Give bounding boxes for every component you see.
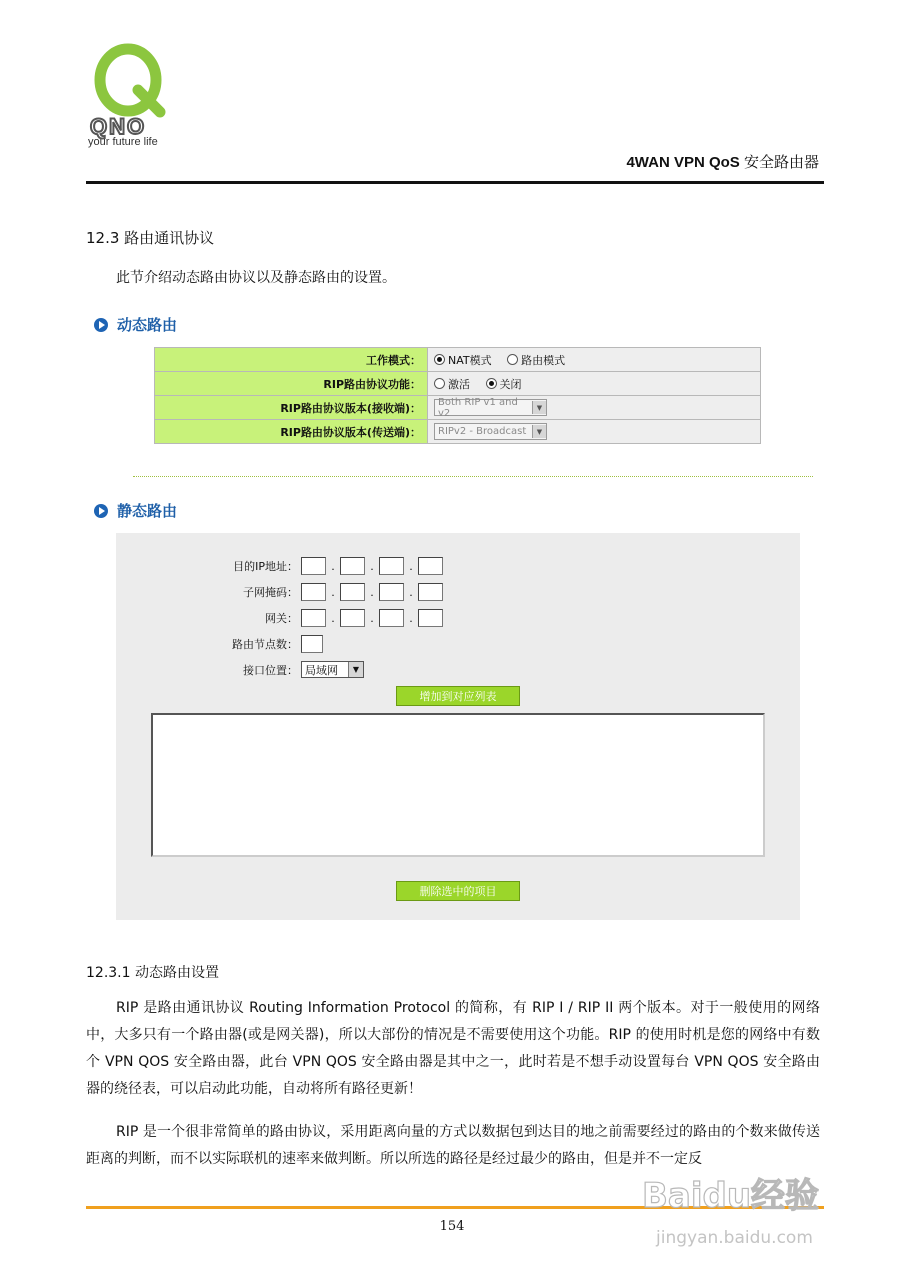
- interface-value: 局域网: [305, 663, 338, 677]
- chevron-down-icon[interactable]: ▼: [532, 425, 546, 438]
- ip-separator: .: [370, 559, 374, 573]
- dest-ip-octet-4[interactable]: [418, 557, 443, 575]
- nat-mode-option[interactable]: [434, 354, 495, 367]
- dest-ip-octet-3[interactable]: [379, 557, 404, 575]
- static-routing-title: 静态路由: [117, 502, 178, 520]
- ip-separator: .: [370, 585, 374, 599]
- interface-select[interactable]: [301, 661, 364, 678]
- work-mode-label: 工作模式：: [155, 348, 428, 372]
- section-divider: [133, 476, 813, 477]
- subnet-mask-row: [226, 583, 443, 601]
- product-title-cjk: 安全路由器: [743, 153, 819, 171]
- brand-text: QNO: [90, 114, 147, 139]
- subnet-mask-octet-2[interactable]: [340, 583, 365, 601]
- dynamic-routing-title: 动态路由: [117, 316, 178, 334]
- rip-disable-label: 关闭: [499, 377, 522, 391]
- logo-tagline: your future life: [88, 136, 158, 148]
- ip-separator: .: [409, 611, 413, 625]
- rip-receive-version-select[interactable]: [434, 396, 547, 419]
- add-to-list-button[interactable]: 增加到对应列表: [396, 686, 520, 706]
- nat-mode-label: NAT模式: [448, 353, 492, 367]
- ip-separator: .: [331, 611, 335, 625]
- ip-separator: .: [370, 611, 374, 625]
- section-intro: 此节介绍动态路由协议以及静态路由的设置。: [116, 270, 396, 286]
- dest-ip-row: [226, 557, 443, 575]
- gateway-octet-2[interactable]: [340, 609, 365, 627]
- rip-send-version-value: RIPv2 - Broadcast: [438, 426, 527, 437]
- rip-receive-version-value: Both RIP v1 and v2: [438, 396, 518, 419]
- rip-send-version-row: [155, 420, 761, 444]
- rip-receive-version-label: RIP路由协议版本(接收端)：: [155, 396, 428, 420]
- interface-label: 接口位置：: [243, 663, 298, 677]
- static-route-list[interactable]: [151, 713, 765, 857]
- radio-selected-icon[interactable]: [486, 378, 497, 389]
- work-mode-options: [428, 348, 761, 372]
- subnet-mask-octet-1[interactable]: [301, 583, 326, 601]
- static-routing-heading: [94, 500, 177, 521]
- subnet-mask-label: 子网掩码：: [243, 586, 298, 599]
- dest-ip-octet-2[interactable]: [340, 557, 365, 575]
- ip-separator: .: [331, 585, 335, 599]
- dest-ip-octet-1[interactable]: [301, 557, 326, 575]
- product-title: [626, 151, 819, 172]
- paragraph-1: RIP 是路由通讯协议 Routing Information Protocol 的简称，有 RIP I / RIP II 两个版本。对于一般使用的网络中，大多只有一个路由器(或是网关器)，所以大部份的情况是不需要使用这个功能。RIP 的使用时机是您的网络中有数个 VPN QOS 安全路由器，此台 VPN QOS 安全路由器是其中之一，此时若是不想手动设置每台 VPN QOS 安全路由器的绕径表，可以启动此功能，自动将所有路径更新！: [86, 1000, 820, 1097]
- static-routing-panel: [116, 533, 800, 920]
- rip-function-label: RIP路由协议功能：: [155, 372, 428, 396]
- dest-ip-label: 目的IP地址：: [233, 560, 298, 573]
- watermark-brand: Baidu经验: [642, 1176, 820, 1216]
- watermark-url: jingyan.baidu.com: [656, 1228, 813, 1248]
- gateway-label: 网关：: [265, 612, 298, 625]
- header-divider: [86, 181, 824, 184]
- baidu-watermark: [638, 1165, 848, 1265]
- delete-selected-button[interactable]: 删除选中的项目: [396, 881, 520, 901]
- subnet-mask-octet-4[interactable]: [418, 583, 443, 601]
- gateway-octet-4[interactable]: [418, 609, 443, 627]
- arrow-bullet-icon: [94, 318, 108, 332]
- rip-enable-option[interactable]: [434, 378, 474, 391]
- router-mode-option[interactable]: [507, 354, 565, 367]
- radio-selected-icon[interactable]: [434, 354, 445, 365]
- dynamic-routing-heading: [94, 314, 177, 335]
- rip-send-version-select[interactable]: [434, 423, 547, 440]
- chevron-down-icon[interactable]: ▼: [348, 662, 363, 677]
- rip-disable-option[interactable]: [486, 378, 522, 391]
- hop-count-label: 路由节点数：: [232, 638, 298, 651]
- work-mode-row: [155, 348, 761, 372]
- rip-send-version-label: RIP路由协议版本(传送端)：: [155, 420, 428, 444]
- rip-receive-version-row: [155, 396, 761, 420]
- rip-function-options: [428, 372, 761, 396]
- interface-row: [226, 661, 364, 678]
- radio-unselected-icon[interactable]: [507, 354, 518, 365]
- page-number: 154: [439, 1219, 465, 1234]
- ip-separator: .: [409, 585, 413, 599]
- chevron-down-icon[interactable]: ▼: [532, 401, 546, 414]
- gateway-row: [226, 609, 443, 627]
- subsection-heading: 12.3.1 动态路由设置: [86, 965, 219, 981]
- rip-enable-label: 激活: [448, 377, 470, 391]
- radio-unselected-icon[interactable]: [434, 378, 445, 389]
- hop-count-row: [226, 635, 323, 653]
- rip-function-row: [155, 372, 761, 396]
- gateway-octet-3[interactable]: [379, 609, 404, 627]
- subnet-mask-octet-3[interactable]: [379, 583, 404, 601]
- arrow-bullet-icon: [94, 504, 108, 518]
- ip-separator: .: [331, 559, 335, 573]
- ip-separator: .: [409, 559, 413, 573]
- router-mode-label: 路由模式: [521, 353, 566, 367]
- section-heading: 12.3 路由通讯协议: [86, 229, 215, 247]
- paragraph-2: RIP 是一个很非常简单的路由协议，采用距离向量的方式以数据包到达目的地之前需要经过的路由的个数来做传送距离的判断，而不以实际联机的速率来做判断。所以所选的路径是经过最少的路由，但是并不一定反: [86, 1124, 820, 1167]
- gateway-octet-1[interactable]: [301, 609, 326, 627]
- hop-count-input[interactable]: [301, 635, 323, 653]
- product-title-latin: 4WAN VPN QoS: [626, 154, 740, 171]
- dynamic-routing-table: [154, 347, 761, 444]
